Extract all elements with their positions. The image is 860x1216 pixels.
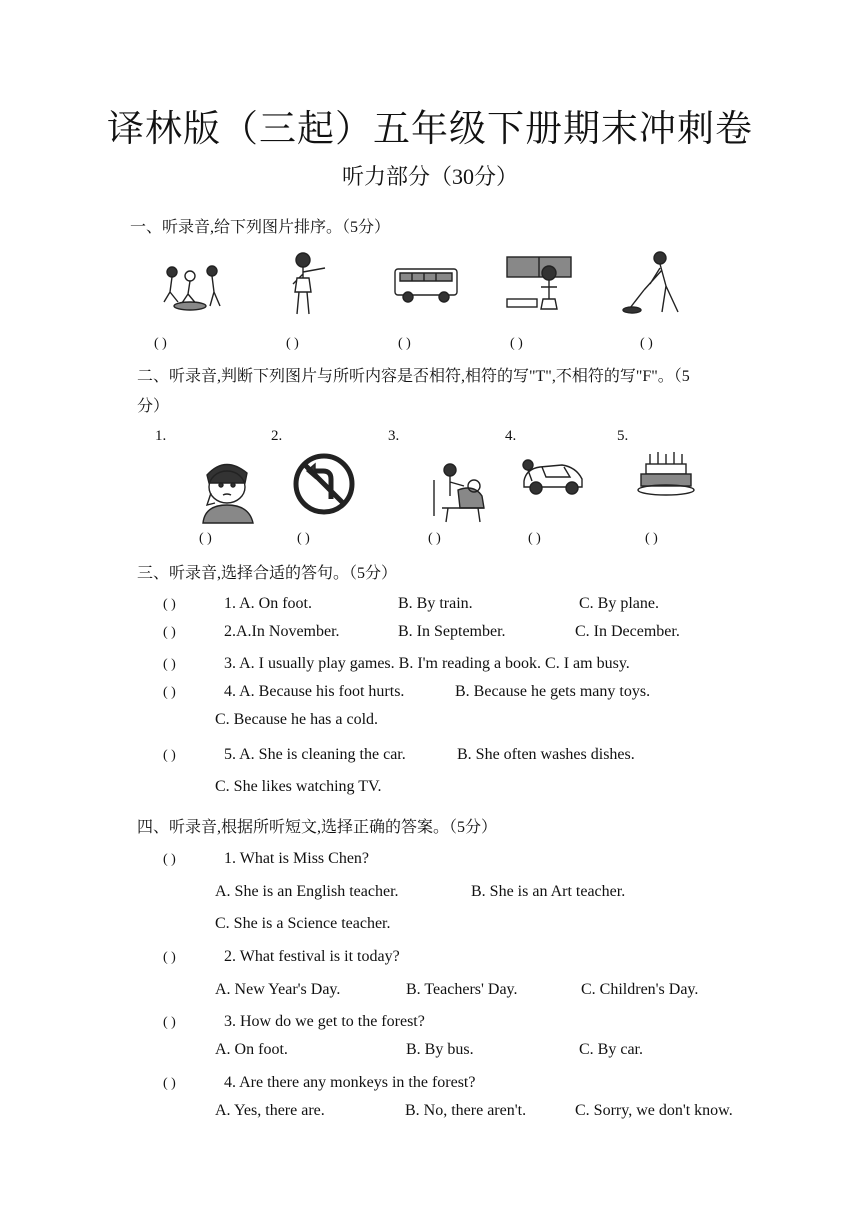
answer-blank[interactable]: ( ) xyxy=(398,336,411,351)
answer-bracket[interactable]: ( ) xyxy=(163,597,176,612)
question-stem: 4. Are there any monkeys in the forest? xyxy=(224,1074,476,1091)
page-subtitle: 听力部分（30分） xyxy=(341,164,518,189)
section-3-heading: 三、听录音,选择合适的答句。（5分） xyxy=(137,565,398,582)
question-stem: 3. How do we get to the forest? xyxy=(224,1013,425,1030)
question-stem: 2.A.In November. xyxy=(224,623,340,640)
option-a: A. On foot. xyxy=(215,1041,288,1058)
section-4-heading: 四、听录音,根据所听短文,选择正确的答案。（5分） xyxy=(137,819,498,836)
option-c: C. By plane. xyxy=(579,595,659,612)
answer-bracket[interactable]: ( ) xyxy=(163,625,176,640)
answer-blank[interactable]: ( ) xyxy=(640,336,653,351)
option-a: A. Yes, there are. xyxy=(215,1102,325,1119)
section-1-heading: 一、听录音,给下列图片排序。（5分） xyxy=(130,219,391,236)
section-2-heading-cont: 分） xyxy=(137,398,170,415)
answer-blank[interactable]: ( ) xyxy=(154,336,167,351)
page-title: 译林版（三起）五年级下册期末冲刺卷 xyxy=(107,109,753,150)
question-stem: 2. What festival is it today? xyxy=(224,948,400,965)
option-c: C. Sorry, we don't know. xyxy=(575,1102,733,1119)
dentist-icon xyxy=(428,460,492,524)
answer-blank[interactable]: ( ) xyxy=(428,531,441,546)
no-left-turn-sign-icon xyxy=(293,453,355,515)
option-b: B. She often washes dishes. xyxy=(457,746,635,763)
answer-bracket[interactable]: ( ) xyxy=(163,852,176,867)
option-c: C. She likes watching TV. xyxy=(215,778,382,795)
question-stem: 5. A. She is cleaning the car. xyxy=(224,746,406,763)
option-b: B. She is an Art teacher. xyxy=(471,883,626,900)
item-number: 2. xyxy=(271,428,283,444)
item-number: 3. xyxy=(388,428,400,444)
option-b: B. Because he gets many toys. xyxy=(455,683,651,700)
answer-bracket[interactable]: ( ) xyxy=(163,657,176,672)
option-c: C. Children's Day. xyxy=(581,981,699,998)
item-number: 5. xyxy=(617,428,629,444)
answer-blank[interactable]: ( ) xyxy=(510,336,523,351)
bus-icon xyxy=(392,263,460,305)
man-mopping-icon xyxy=(622,250,688,318)
answer-bracket[interactable]: ( ) xyxy=(163,1015,176,1030)
answer-bracket[interactable]: ( ) xyxy=(163,1076,176,1091)
answer-blank[interactable]: ( ) xyxy=(286,336,299,351)
option-b: B. No, there aren't. xyxy=(405,1102,527,1119)
question-stem: 3. A. I usually play games. B. I'm reading a book. C. I am busy. xyxy=(224,655,630,672)
option-b: B. Teachers' Day. xyxy=(406,981,518,998)
answer-blank[interactable]: ( ) xyxy=(297,531,310,546)
birthday-cake-icon xyxy=(636,450,696,496)
option-b: B. By bus. xyxy=(406,1041,474,1058)
answer-bracket[interactable]: ( ) xyxy=(163,950,176,965)
car-repair-icon xyxy=(518,455,588,497)
girl-pointing-icon xyxy=(285,250,331,318)
family-picnic-icon xyxy=(160,262,226,312)
option-a: A. New Year's Day. xyxy=(215,981,341,998)
question-stem: 1. What is Miss Chen? xyxy=(224,850,370,867)
answer-blank[interactable]: ( ) xyxy=(528,531,541,546)
option-b: B. In September. xyxy=(398,623,506,640)
answer-bracket[interactable]: ( ) xyxy=(163,748,176,763)
option-b: B. By train. xyxy=(398,595,473,612)
girl-at-sink-icon xyxy=(505,255,573,313)
question-stem: 1. A. On foot. xyxy=(224,595,312,612)
option-a: A. She is an English teacher. xyxy=(215,883,399,900)
section-2-heading: 二、听录音,判断下列图片与所听内容是否相符,相符的写"T",不相符的写"F"。（5 xyxy=(137,368,690,385)
option-c: C. Because he has a cold. xyxy=(215,711,379,728)
option-c: C. By car. xyxy=(579,1041,643,1058)
answer-blank[interactable]: ( ) xyxy=(645,531,658,546)
option-c: C. In December. xyxy=(575,623,680,640)
answer-bracket[interactable]: ( ) xyxy=(163,685,176,700)
question-stem: 4. A. Because his foot hurts. xyxy=(224,683,405,700)
answer-blank[interactable]: ( ) xyxy=(199,531,212,546)
boy-toothache-icon xyxy=(195,455,261,525)
option-c: C. She is a Science teacher. xyxy=(215,915,391,932)
item-number: 4. xyxy=(505,428,517,444)
item-number: 1. xyxy=(155,428,167,444)
